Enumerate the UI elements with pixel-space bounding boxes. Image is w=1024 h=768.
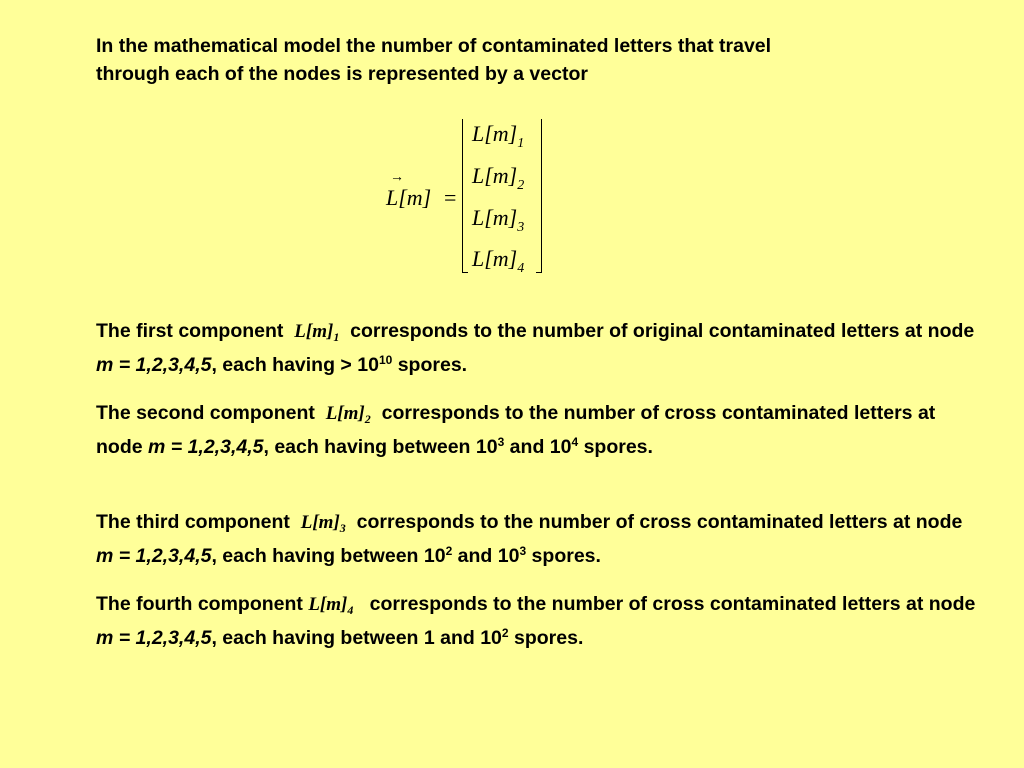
first-component-paragraph: The first component $L[m]_1$ corresponds to the number of original contaminated letters at node m = 1,2,3,4,5, each having > $10^{10}$ spores. [96, 320, 975, 376]
node-range: m = 1,2,3,4,5 [96, 626, 212, 649]
component-symbol-1: $L[m]_1$ [294, 321, 340, 344]
node-range: m = 1,2,3,4,5 [96, 544, 212, 567]
left-bracket [462, 119, 468, 273]
vector-entry-2: $L[m]_2$ [472, 163, 525, 193]
vector-entry-3: $L[m]_3$ [472, 205, 525, 235]
vector-entry-4: $L[m]_4$ [472, 246, 525, 276]
third-component-paragraph: The third component $L[m]_3$ corresponds to the number of cross contaminated letters at node m = 1,2,3,4,5, each having between $10^2$ and $10^3$ spores. [96, 511, 963, 567]
component-symbol-2: $L[m]_2$ [325, 403, 371, 426]
vector-equation [380, 115, 560, 280]
intro-line-1: In the mathematical model the number of contaminated letters that travel [96, 35, 772, 57]
equation-lhs: L[m] [386, 185, 432, 210]
component-symbol-3: $L[m]_3$ [300, 512, 346, 535]
component-symbol-4: $L[m]_4$ [308, 594, 354, 617]
vector-arrow-icon: → [390, 170, 404, 185]
right-bracket [536, 119, 542, 273]
intro-paragraph [96, 33, 976, 88]
intro-line-2: through each of the nodes is represented by a vector [96, 62, 588, 85]
node-range: m = 1,2,3,4,5 [96, 353, 212, 376]
vector-entry-1: $L[m]_1$ [472, 121, 525, 151]
node-range: m = 1,2,3,4,5 [148, 435, 264, 458]
second-component-paragraph: The second component $L[m]_2$ corresponds to the number of cross contaminated letters at node m = 1,2,3,4,5, each having between $10^3$ and $10^4$ spores. [96, 402, 936, 458]
fourth-component-paragraph: The fourth component $L[m]_4$ corresponds to the number of cross contaminated letters at node m = 1,2,3,4,5, each having between 1 and $10^2$ spores. [96, 593, 976, 649]
equals-sign: = [444, 185, 457, 210]
